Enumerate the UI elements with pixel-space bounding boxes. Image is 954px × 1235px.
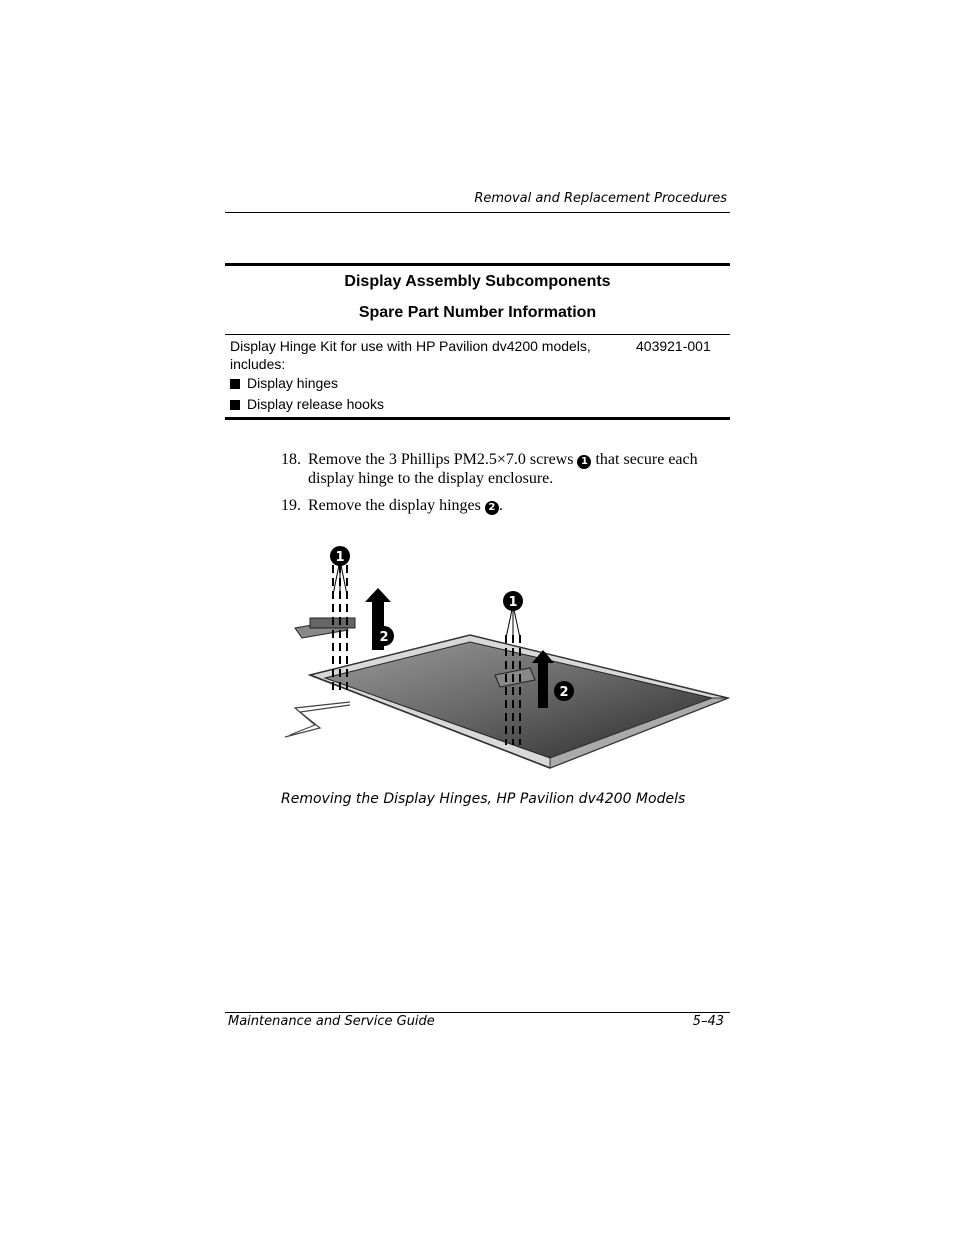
callout-2-icon (374, 626, 394, 646)
running-header: Removal and Replacement Procedures (474, 191, 727, 206)
footer-page-number: 5–43 (692, 1014, 724, 1029)
callout-1-icon: 1 (577, 455, 591, 469)
callout-1-icon (330, 546, 350, 566)
step-text-part: . (498, 497, 503, 514)
part-number: 403921-001 (636, 338, 711, 354)
step-18 (281, 450, 731, 490)
callout-2-icon: 2 (485, 501, 499, 515)
callout-2-icon (554, 681, 574, 701)
bullet-text: Display release hooks (247, 396, 384, 412)
callout-1-icon (503, 591, 523, 611)
step-text-part: that secure each (591, 451, 698, 468)
part-description-line1: Display Hinge Kit for use with HP Pavilion dv4200 models, (230, 338, 591, 354)
table-subtitle: Spare Part Number Information (358, 304, 597, 321)
display-cable (285, 702, 350, 737)
step-number: 18. (281, 451, 301, 468)
list-item (230, 374, 338, 392)
display-hinge-illustration (280, 540, 735, 780)
callout-label: 2 (379, 630, 389, 645)
callout-label: 1 (335, 550, 345, 565)
footer-guide-title: Maintenance and Service Guide (228, 1014, 435, 1029)
list-item (230, 395, 384, 413)
step-text (308, 450, 728, 488)
bullet-text: Display hinges (247, 375, 339, 391)
step-text-part: display hinge to the display enclosure. (308, 470, 554, 487)
step-text (308, 496, 728, 515)
figure-caption: Removing the Display Hinges, HP Pavilion dv4200 Models (281, 791, 686, 807)
square-bullet-icon (230, 379, 240, 389)
header-rule (225, 212, 730, 213)
callout-label: 1 (508, 595, 518, 610)
step-number: 19. (281, 497, 301, 514)
step-text-part: Remove the display hinges (308, 497, 485, 514)
footer-rule (225, 1012, 730, 1013)
table-top-rule (225, 263, 730, 266)
table-header-rule (225, 334, 730, 335)
callout-lines (333, 560, 520, 638)
part-description (230, 337, 630, 373)
square-bullet-icon (230, 400, 240, 410)
part-description-line2: includes: (230, 356, 286, 372)
step-19 (281, 496, 731, 516)
table-bottom-rule (225, 417, 730, 420)
callout-label: 2 (559, 685, 569, 700)
table-title: Display Assembly Subcomponents (344, 273, 611, 290)
step-text-part: Remove the 3 Phillips PM2.5×7.0 screws (308, 451, 578, 468)
